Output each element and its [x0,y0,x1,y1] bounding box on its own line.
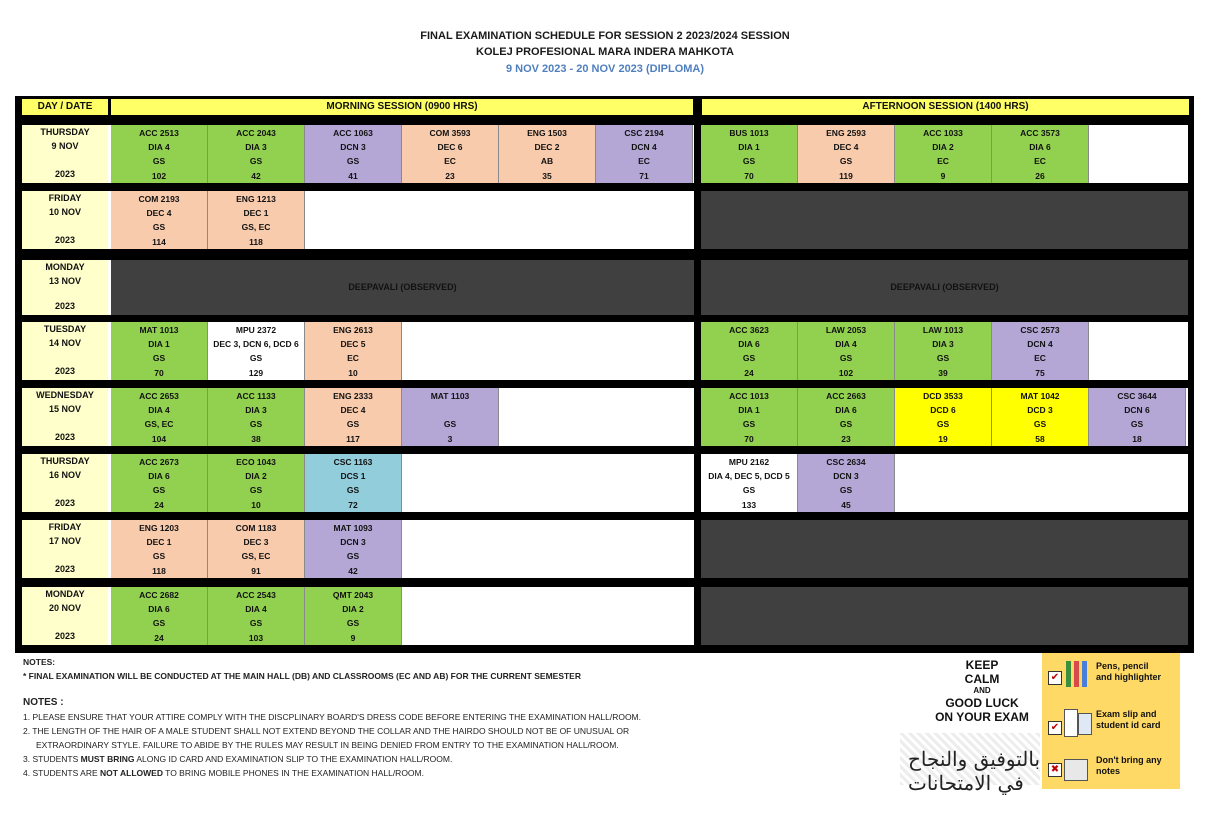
day-day: TUESDAY [43,324,87,334]
exam-venue: EC [347,353,359,363]
exam-venue: GS [346,551,360,561]
exam-venue: GS [839,419,853,429]
morning-exam-cell [305,388,402,446]
exam-group: DIA 4 [148,142,170,152]
afternoon-exam-cell [992,322,1089,380]
exam-group: DEC 2 [534,142,560,152]
exam-venue: GS [1033,419,1047,429]
exam-count: 70 [744,434,754,444]
keep-calm-poster: KEEP CALM AND GOOD LUCK ON YOUR EXAM [935,658,1029,724]
exam-group: DIA 2 [342,604,364,614]
exam-group: DCD 6 [930,405,956,415]
notes-forbidden-icon: ✖ [1046,753,1092,785]
morning-exam-cell [305,587,402,645]
holiday-morning [111,260,694,315]
exam-count: 75 [1035,368,1045,378]
exam-venue: AB [540,156,554,166]
exam-count: 10 [251,500,261,510]
exam-code: QMT 2043 [332,590,374,600]
afternoon-row [701,520,1188,578]
exam-code: MPU 2162 [728,457,770,467]
day-date: 10 NOV [48,207,81,217]
morning-exam-cell [208,454,305,512]
exam-code: MAT 1093 [333,523,373,533]
exam-venue: GS [936,419,950,429]
exam-code: MPU 2372 [235,325,277,335]
exam-group: DEC 3, DCN 6, DCD 6 [213,339,299,349]
holiday-label: DEEPAVALI (OBSERVED) [890,281,999,292]
exam-count: 70 [154,368,164,378]
morning-row [22,388,694,446]
morning-row [22,260,694,315]
exam-venue: GS [443,419,457,429]
morning-exam-cell [208,388,305,446]
afternoon-frame [697,96,1194,653]
exam-code: ACC 2682 [139,590,179,600]
exam-group: DEC 6 [437,142,463,152]
note-2-continued: EXTRAORDINARY STYLE. FAILURE TO ABIDE BY THE RULES MAY RESULT IN BEING DENIED FROM ENTRY TO THE EXAMINATION HALL/ROOM. [36,740,619,750]
day-date-cell [22,125,108,183]
exam-code: COM 2193 [138,194,180,204]
exam-group: DEC 4 [340,405,366,415]
exam-count: 133 [741,500,757,510]
exam-venue: GS, EC [241,551,271,561]
exam-code: ACC 1063 [333,128,373,138]
exam-count: 70 [744,171,754,181]
afternoon-row [701,587,1188,645]
exam-code: ENG 2613 [333,325,373,335]
exam-group: DCN 4 [1027,339,1053,349]
exam-count: 35 [542,171,552,181]
exam-venue: GS [152,353,166,363]
morning-exam-cell [208,520,305,578]
tip-pens: ✔ Pens, pencil and highlighter [1042,655,1180,695]
exam-count: 102 [838,368,854,378]
exam-group: DEC 1 [146,537,172,547]
day-date: 13 NOV [48,276,81,286]
afternoon-row [701,191,1188,249]
morning-row [22,587,694,645]
exam-venue: EC [937,156,949,166]
morning-row [22,191,694,249]
exam-code: CSC 2634 [826,457,866,467]
morning-exam-cell [596,125,693,183]
exam-code: ECO 1043 [236,457,276,467]
exam-group: DIA 6 [1029,142,1051,152]
day-date-cell [22,587,108,645]
exam-venue: GS, EC [241,222,271,232]
tip-no-notes: ✖ Don't bring any notes [1042,749,1180,789]
exam-group: DEC 5 [340,339,366,349]
day-date-cell [22,191,108,249]
day-day: MONDAY [45,589,85,599]
exam-count: 24 [744,368,754,378]
exam-count: 118 [249,237,263,247]
day-date-cell [22,520,108,578]
day-day: WEDNESDAY [36,390,94,400]
afternoon-exam-cell [701,125,798,183]
exam-group: DCS 1 [340,471,366,481]
exam-venue: GS [839,156,853,166]
day-date-cell [22,454,108,512]
exam-venue: GS [152,551,166,561]
exam-venue: GS [936,353,950,363]
exam-group: DCN 4 [631,142,657,152]
exam-venue: GS [742,485,756,495]
exam-count: 23 [841,434,851,444]
exam-count: 39 [938,368,948,378]
exam-count: 42 [251,171,261,181]
morning-exam-cell [402,388,499,446]
exam-code: COM 3593 [429,128,471,138]
exam-code: ENG 1203 [139,523,179,533]
exam-venue: EC [444,156,456,166]
day-day: THURSDAY [40,127,90,137]
exam-venue: GS [249,618,263,628]
exam-group: DIA 2 [245,471,267,481]
arabic-calligraphy: بالتوفيق والنجاح في الامتحانات [900,733,1040,785]
exam-group: DIA 3 [245,142,267,152]
exam-code: MAT 1013 [139,325,179,335]
exam-venue: GS [742,156,756,166]
afternoon-session-header: AFTERNOON SESSION (1400 HRS) [702,99,1189,115]
exam-venue: EC [638,156,650,166]
exam-code: ACC 2513 [139,128,179,138]
day-year: 2023 [54,564,76,574]
exam-code: ACC 3623 [729,325,769,335]
exam-count: 91 [251,566,261,576]
afternoon-exam-cell [1089,388,1186,446]
exam-code: ACC 2543 [236,590,276,600]
exam-venue: GS [346,485,360,495]
day-date: 16 NOV [48,470,81,480]
exam-count: 119 [839,171,853,181]
exam-code: ENG 1503 [527,128,567,138]
exam-code: ACC 2673 [139,457,179,467]
exam-venue: GS [152,156,166,166]
exam-venue: GS [152,485,166,495]
morning-exam-cell [111,454,208,512]
exam-group: DEC 3 [243,537,269,547]
note-1: 1. PLEASE ENSURE THAT YOUR ATTIRE COMPLY WITH THE DISCPLINARY BOARD'S DRESS CODE BEFORE ENTERING THE EXAMINATION HALL/ROOM. [23,712,642,722]
morning-exam-cell [111,388,208,446]
exam-venue: GS [346,156,360,166]
morning-exam-cell [111,520,208,578]
exam-code: CSC 2573 [1020,325,1060,335]
exam-group: DIA 4, DEC 5, DCD 5 [708,471,790,481]
exam-code: DCD 3533 [923,391,963,401]
day-date-cell [22,260,108,315]
exam-group: DIA 3 [932,339,954,349]
morning-exam-cell [208,587,305,645]
exam-group: DIA 6 [738,339,760,349]
note-4: 4. STUDENTS ARE NOT ALLOWED TO BRING MOBILE PHONES IN THE EXAMINATION HALL/ROOM. [23,768,424,778]
venue-note: * FINAL EXAMINATION WILL BE CONDUCTED AT THE MAIN HALL (DB) AND CLASSROOMS (EC AND AB) FOR THE CURRENT SEMESTER [23,671,581,681]
exam-code: ACC 1133 [236,391,276,401]
exam-code: LAW 1013 [922,325,964,335]
exam-code: ACC 1033 [923,128,963,138]
morning-exam-cell [208,125,305,183]
notes-heading: NOTES : [23,697,64,708]
afternoon-row [701,260,1188,315]
afternoon-exam-cell [992,125,1089,183]
exam-count: 9 [350,633,356,643]
exam-group: DIA 1 [738,405,760,415]
exam-count: 103 [248,633,264,643]
day-date: 15 NOV [48,404,81,414]
exam-code: ACC 1013 [729,391,769,401]
afternoon-exam-cell [798,388,895,446]
afternoon-exam-cell [701,454,798,512]
day-day: FRIDAY [48,522,82,532]
exam-group: DIA 4 [148,405,170,415]
tip-exam-slip: ✔ Exam slip and student id card [1042,703,1180,743]
exam-venue: GS [742,419,756,429]
exam-code: CSC 3644 [1117,391,1157,401]
exam-venue: GS [249,156,263,166]
exam-code: CSC 1163 [333,457,373,467]
afternoon-exam-cell [798,125,895,183]
exam-group: DIA 1 [148,339,170,349]
exam-venue: GS [742,353,756,363]
afternoon-exam-cell [895,388,992,446]
exam-count: 129 [248,368,264,378]
exam-count: 102 [151,171,167,181]
exam-count: 71 [639,171,649,181]
note-2: 2. THE LENGTH OF THE HAIR OF A MALE STUDENT SHALL NOT EXTEND BEYOND THE COLLAR AND THE HAIRDO SHOULD NOT BE OF UNUSUAL OR [23,726,630,736]
day-date: 20 NOV [48,603,81,613]
exam-venue: GS [346,419,360,429]
pens-icon: ✔ [1046,659,1092,691]
day-year: 2023 [54,169,76,179]
exam-group: DIA 4 [835,339,857,349]
exam-code: ENG 2593 [826,128,866,138]
exam-count: 104 [151,434,167,444]
exam-group: DIA 1 [738,142,760,152]
day-year: 2023 [54,631,76,641]
morning-frame [15,96,697,653]
morning-exam-cell [208,191,305,249]
exam-venue: GS [249,485,263,495]
morning-session-header: MORNING SESSION (0900 HRS) [111,99,693,115]
exam-count: 10 [348,368,358,378]
college-name: KOLEJ PROFESIONAL MARA INDERA MAHKOTA [476,46,734,58]
exam-venue: GS [1130,419,1144,429]
exam-code: ACC 2653 [139,391,179,401]
afternoon-row [701,454,1188,512]
id-card-icon: ✔ [1046,707,1092,739]
exam-code: CSC 2194 [624,128,664,138]
exam-venue: GS [152,222,166,232]
exam-group: DCN 6 [1124,405,1150,415]
afternoon-row [701,125,1188,183]
day-year: 2023 [54,301,76,311]
exam-count: 114 [152,237,166,247]
exam-group: DEC 4 [146,208,172,218]
afternoon-exam-cell [798,454,895,512]
day-date-cell [22,322,108,380]
holiday-label: DEEPAVALI (OBSERVED) [348,281,457,292]
exam-group: DCN 3 [340,142,366,152]
exam-count: 72 [348,500,358,510]
exam-count: 19 [938,434,948,444]
exam-count: 38 [251,434,261,444]
exam-count: 117 [346,434,360,444]
exam-count: 3 [447,434,453,444]
day-date: 17 NOV [48,536,81,546]
day-day: MONDAY [45,262,85,272]
exam-code: BUS 1013 [729,128,769,138]
exam-count: 9 [940,171,946,181]
exam-count: 42 [348,566,358,576]
day-year: 2023 [54,366,76,376]
exam-group: DIA 3 [245,405,267,415]
exam-group: DIA 6 [148,471,170,481]
exam-code: MAT 1042 [1020,391,1060,401]
morning-exam-cell [208,322,305,380]
morning-exam-cell [111,125,208,183]
exam-group: DCD 3 [1027,405,1053,415]
afternoon-row [701,388,1188,446]
exam-venue: GS [249,353,263,363]
exam-count: 45 [841,500,851,510]
exam-code: LAW 2053 [825,325,867,335]
morning-exam-cell [111,322,208,380]
morning-row [22,322,694,380]
day-day: FRIDAY [48,193,82,203]
morning-exam-cell [402,125,499,183]
exam-group: DIA 4 [245,604,267,614]
morning-row [22,125,694,183]
exam-count: 26 [1035,171,1045,181]
date-range: 9 NOV 2023 - 20 NOV 2023 (DIPLOMA) [505,63,705,75]
exam-venue: GS [839,485,853,495]
exam-count: 23 [445,171,455,181]
afternoon-exam-cell [895,125,992,183]
exam-venue: EC [1034,156,1046,166]
morning-exam-cell [111,191,208,249]
exam-group: DEC 4 [833,142,859,152]
exam-venue: GS [152,618,166,628]
exam-group: DIA 2 [932,142,954,152]
morning-exam-cell [111,587,208,645]
morning-exam-cell [305,454,402,512]
afternoon-exam-cell [895,322,992,380]
exam-code: ENG 2333 [333,391,373,401]
afternoon-exam-cell [798,322,895,380]
exam-count: 24 [154,500,164,510]
exam-venue: GS, EC [144,419,174,429]
morning-exam-cell [305,125,402,183]
exam-code: MAT 1103 [430,391,470,401]
exam-group: DCN 3 [833,471,859,481]
exam-venue: EC [1034,353,1046,363]
day-year: 2023 [54,498,76,508]
schedule-title: FINAL EXAMINATION SCHEDULE FOR SESSION 2 2023/2024 SESSION [420,30,790,42]
exam-code: ACC 3573 [1020,128,1060,138]
note-3: 3. STUDENTS MUST BRING ALONG ID CARD AND EXAMINATION SLIP TO THE EXAMINATION HALL/ROOM. [23,754,453,764]
exam-count: 58 [1035,434,1045,444]
day-date: 14 NOV [48,338,81,348]
day-year: 2023 [54,432,76,442]
day-year: 2023 [54,235,76,245]
afternoon-exam-cell [992,388,1089,446]
exam-tips-panel [1042,653,1180,789]
morning-row [22,454,694,512]
exam-group: DEC 1 [243,208,269,218]
exam-count: 118 [152,566,166,576]
exam-count: 41 [348,171,358,181]
exam-group: DIA 6 [148,604,170,614]
exam-count: 18 [1132,434,1142,444]
afternoon-exam-cell [701,322,798,380]
morning-exam-cell [499,125,596,183]
day-date-header: DAY / DATE [22,99,108,115]
exam-code: ACC 2043 [236,128,276,138]
exam-code: ACC 2663 [826,391,866,401]
exam-venue: GS [839,353,853,363]
exam-code: ENG 1213 [236,194,276,204]
afternoon-row [701,322,1188,380]
notes-label: NOTES: [23,657,56,667]
exam-venue: GS [249,419,263,429]
exam-venue: GS [346,618,360,628]
morning-exam-cell [305,322,402,380]
morning-exam-cell [305,520,402,578]
day-date: 9 NOV [51,141,79,151]
day-day: THURSDAY [40,456,90,466]
exam-group: DCN 3 [340,537,366,547]
morning-row [22,520,694,578]
exam-group: DIA 6 [835,405,857,415]
exam-count: 24 [154,633,164,643]
exam-code: COM 1183 [235,523,277,533]
day-date-cell [22,388,108,446]
afternoon-exam-cell [701,388,798,446]
